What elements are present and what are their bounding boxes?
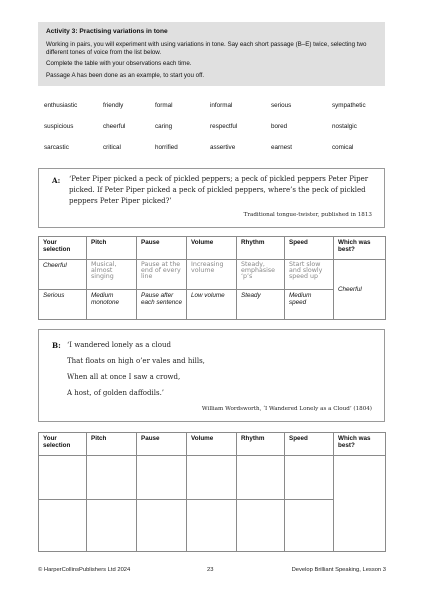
blank-cell[interactable] <box>39 500 87 552</box>
tone-word: sympathetic <box>332 102 366 109</box>
example-cell: Pause after each sentence <box>137 290 187 320</box>
handwritten-cell: Steady, emphasise ‘p’s <box>237 260 285 290</box>
tone-word: cheerful <box>103 123 126 130</box>
tone-word: assertive <box>210 144 236 151</box>
tone-word: bored <box>271 123 288 130</box>
column-header: Which was best? <box>334 237 386 260</box>
column-header: Pitch <box>87 237 137 260</box>
activity-instruction-1: Working in pairs, you will experiment with using variations in tone. Say each short passage (B–E) twice, selecting two different tones of voice from the list below. <box>46 41 367 57</box>
tone-word: nostalgic <box>332 123 357 130</box>
selection-cell: Cheerful <box>39 260 87 290</box>
blank-cell[interactable] <box>87 456 137 500</box>
passage-b-box <box>38 329 385 422</box>
blank-cell[interactable] <box>187 500 237 552</box>
example-cell: Steady <box>237 290 285 320</box>
blank-cell[interactable] <box>39 456 87 500</box>
poem-line: When all at once I saw a crowd, <box>67 373 181 381</box>
observation-table-a <box>38 236 386 320</box>
activity-instruction-2: Complete the table with your observations each time. <box>46 60 192 68</box>
footer-lesson: Develop Brilliant Speaking, Lesson 3 <box>291 567 386 573</box>
poem-line: ‘I wandered lonely as a cloud <box>67 341 171 349</box>
footer-page-number: 23 <box>207 567 214 573</box>
selection-cell: Serious <box>39 290 87 320</box>
example-cell: Medium monotone <box>87 290 137 320</box>
column-header: Pause <box>137 433 187 456</box>
poem-line: That floats on high o’er vales and hills, <box>67 357 205 365</box>
tone-word: formal <box>155 102 173 109</box>
word-row <box>44 123 384 144</box>
word-row <box>44 144 384 165</box>
handwritten-cell: Increasing volume <box>187 260 237 290</box>
blank-cell[interactable] <box>285 456 334 500</box>
tone-word: caring <box>155 123 173 130</box>
blank-cell[interactable] <box>237 500 285 552</box>
handwritten-cell: Pause at the end of every line <box>137 260 187 290</box>
blank-cell[interactable] <box>187 456 237 500</box>
column-header: Your selection <box>39 237 87 260</box>
handwritten-cell: Start slow and slowly speed up <box>285 260 334 290</box>
blank-cell[interactable] <box>334 456 386 552</box>
tone-word-bank <box>44 102 384 165</box>
passage-credit: Traditional tongue-twister, published in 1813 <box>243 212 372 218</box>
handwritten-cell: Musical, almost singing <box>87 260 137 290</box>
passage-letter: B: <box>52 341 61 350</box>
tone-word: horrified <box>155 144 178 151</box>
table-row <box>39 500 386 552</box>
table-header-row <box>39 237 386 260</box>
tone-word: friendly <box>103 102 124 109</box>
column-header: Your selection <box>39 433 87 456</box>
passage-credit: William Wordsworth, ‘I Wandered Lonely as a Cloud’ (1804) <box>201 406 372 412</box>
column-header: Rhythm <box>237 433 285 456</box>
tone-word: earnest <box>271 144 293 151</box>
example-cell: Low volume <box>187 290 237 320</box>
column-header: Rhythm <box>237 237 285 260</box>
column-header: Speed <box>285 433 334 456</box>
blank-cell[interactable] <box>137 500 187 552</box>
example-cell: Medium speed <box>285 290 334 320</box>
blank-cell[interactable] <box>87 500 137 552</box>
table-row <box>39 456 386 500</box>
tone-word: comical <box>332 144 354 151</box>
column-header: Volume <box>187 433 237 456</box>
table-header-row <box>39 433 386 456</box>
activity-title: Activity 3: Practising variations in tone <box>46 28 168 35</box>
column-header: Pause <box>137 237 187 260</box>
blank-cell[interactable] <box>237 456 285 500</box>
table-row <box>39 260 386 290</box>
table-row <box>39 290 386 320</box>
passage-a-box <box>38 168 385 228</box>
tone-word: serious <box>271 102 292 109</box>
tone-word: respectful <box>210 123 238 130</box>
best-cell: Cheerful <box>334 260 386 320</box>
tone-word: critical <box>103 144 121 151</box>
passage-text: ‘Peter Piper picked a peck of pickled peppers; a peck of pickled peppers Peter Piper picked. If Peter Piper picked a peck of pickled peppers, where’s the peck of pickled peppers Peter Piper picked?’ <box>69 175 369 205</box>
column-header: Speed <box>285 237 334 260</box>
tone-word: enthusiastic <box>44 102 78 109</box>
activity-box <box>38 22 385 86</box>
footer-copyright: © HarperCollinsPublishers Ltd 2024 <box>38 567 131 573</box>
word-row <box>44 102 384 123</box>
activity-instruction-3: Passage A has been done as an example, to start you off. <box>46 71 205 79</box>
column-header: Volume <box>187 237 237 260</box>
blank-cell[interactable] <box>285 500 334 552</box>
poem-line: A host, of golden daffodils.’ <box>67 389 165 397</box>
column-header: Which was best? <box>334 433 386 456</box>
tone-word: suspicious <box>44 123 74 130</box>
blank-cell[interactable] <box>137 456 187 500</box>
tone-word: sarcastic <box>44 144 69 151</box>
column-header: Pitch <box>87 433 137 456</box>
passage-letter: A: <box>52 176 61 185</box>
tone-word: informal <box>210 102 233 109</box>
observation-table-b <box>38 432 386 552</box>
